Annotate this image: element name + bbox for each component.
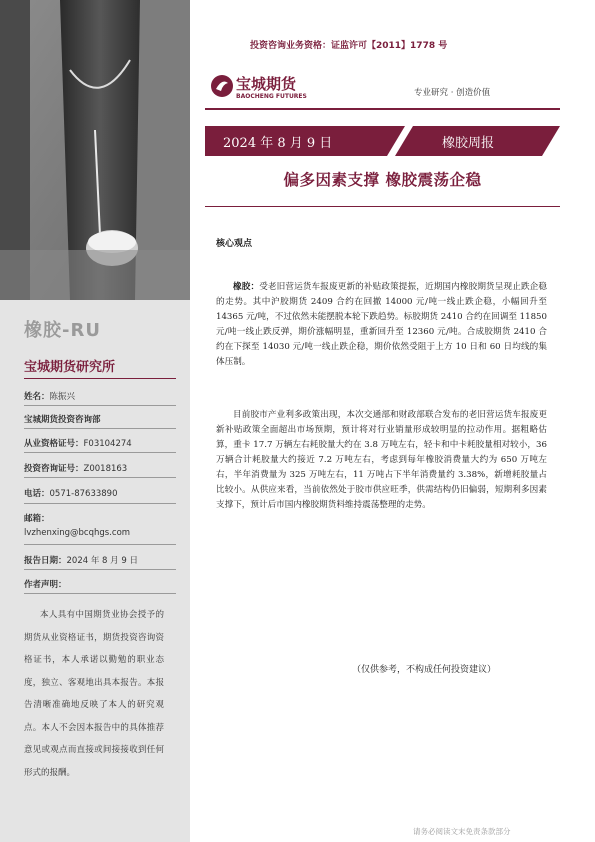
company-logo-icon xyxy=(210,74,234,102)
sidebar xyxy=(0,0,190,842)
paragraph-lead: 橡胶： xyxy=(233,282,260,292)
email-label: 邮箱： xyxy=(24,514,50,524)
report-date: 2024 年 8 月 9 日 xyxy=(66,556,138,566)
info-divider xyxy=(24,428,176,429)
author-statement: 本人具有中国期货业协会授予的期货从业资格证书，期货投资咨询资格证书，本人承诺以勤勉的职业态度，独立、客观地出具本报告。本报告清晰准确地反映了本人的研究观点。本人不会因本报告中的具体推荐意见或观点而直接或间接接收到任何形式的报酬。 xyxy=(24,610,164,778)
research-institute: 宝城期货研究所 xyxy=(24,360,116,375)
info-divider xyxy=(24,452,176,453)
license-label: 从业资格证号： xyxy=(24,439,84,449)
header-divider xyxy=(205,108,560,110)
investment-note: （仅供参考，不构成任何投资建议） xyxy=(352,665,497,675)
report-title: 偏多因素支撑 橡胶震荡企稳 xyxy=(283,171,482,189)
advisory-row xyxy=(24,462,127,474)
info-divider xyxy=(24,477,176,478)
report-date-banner: 2024 年 8 月 9 日 xyxy=(223,136,333,151)
paragraph-outlook: 目前胶市产业利多政策出现，本次交通部和财政部联合发布的老旧营运货车报废更新补贴政策全面超出市场预期，预计将对行业销量形成较明显的拉动作用。据粗略估算，重卡 17.7 万辆左右耗胶量大约在 3.8 万吨左右，轻卡和中卡耗胶量相对较小，36 万辆合计耗胶量大约接近 7.2 万吨左右，考虑到每年橡胶消费量大约为 650 万吨左右，半年消费量为 325 万吨左右，11 万吨占下半年消费量约 3.38%，新增耗胶量占比较小。从供应来看，当前依然处于胶市供应旺季，供需结构仍旧偏弱，短期利多因素支撑下，预计后市国内橡胶期货料维持震荡整理的走势。 xyxy=(216,410,547,510)
author-label: 姓名： xyxy=(24,392,50,402)
phone-number: 0571-87633890 xyxy=(49,489,118,499)
department: 宝城期货投资咨询部 xyxy=(24,415,101,425)
company-name-en: BAOCHENG FUTURES xyxy=(236,93,307,100)
report-type: 橡胶周报 xyxy=(442,136,495,151)
report-banner xyxy=(205,126,560,156)
info-divider xyxy=(24,503,176,504)
product-code: 橡胶-RU xyxy=(24,320,101,341)
statement-heading: 作者声明： xyxy=(24,580,67,590)
info-divider xyxy=(24,593,176,594)
institute-divider xyxy=(24,378,176,379)
info-divider xyxy=(24,405,176,406)
company-name: 宝城期货 xyxy=(236,75,297,93)
core-heading: 核心观点 xyxy=(216,239,253,249)
license-number: F03104274 xyxy=(83,439,132,449)
phone-row xyxy=(24,487,117,499)
paragraph-body: 受老旧营运货车报废更新的补贴政策提振，近期国内橡胶期货呈现止跌企稳的走势。其中沪胶期货 2409 合约在回撤 14000 元/吨一线止跌企稳，小幅回升至 14365 元/吨，不过依然未能摆脱本轮下跌趋势。标胶期货 2410 合约在回调至 11850 元/吨一线止跌反弹，期价涨幅明显，重新回升至 12360 元/吨。合成胶期货 2410 合约在下探至 14030 元/吨一线止跌企稳，期价依然受阻于上方 10 日和 60 日均线的集体压制。 xyxy=(216,282,547,367)
slogan: 专业研究 · 创造价值 xyxy=(414,88,491,98)
author-row xyxy=(24,390,75,402)
report-date-row xyxy=(24,554,138,566)
rubber-tree-photo xyxy=(0,0,190,300)
qualification-notice: 投资咨询业务资格：证监许可【2011】1778 号 xyxy=(250,41,448,51)
paragraph-rubber xyxy=(216,280,547,370)
advisory-label: 投资咨询证号： xyxy=(24,464,84,474)
author-name: 陈振兴 xyxy=(49,392,76,402)
advisory-number: Z0018163 xyxy=(83,464,128,474)
info-divider xyxy=(24,569,176,570)
title-divider xyxy=(205,206,560,207)
report-date-label: 报告日期： xyxy=(24,556,67,566)
footer-disclaimer[interactable]: 请务必阅读文末免责条款部分 xyxy=(413,827,511,836)
license-row xyxy=(24,437,132,449)
email-address[interactable]: lvzhenxing@bcqhgs.com xyxy=(24,528,131,538)
info-divider xyxy=(24,544,176,545)
phone-label: 电话： xyxy=(24,489,50,499)
